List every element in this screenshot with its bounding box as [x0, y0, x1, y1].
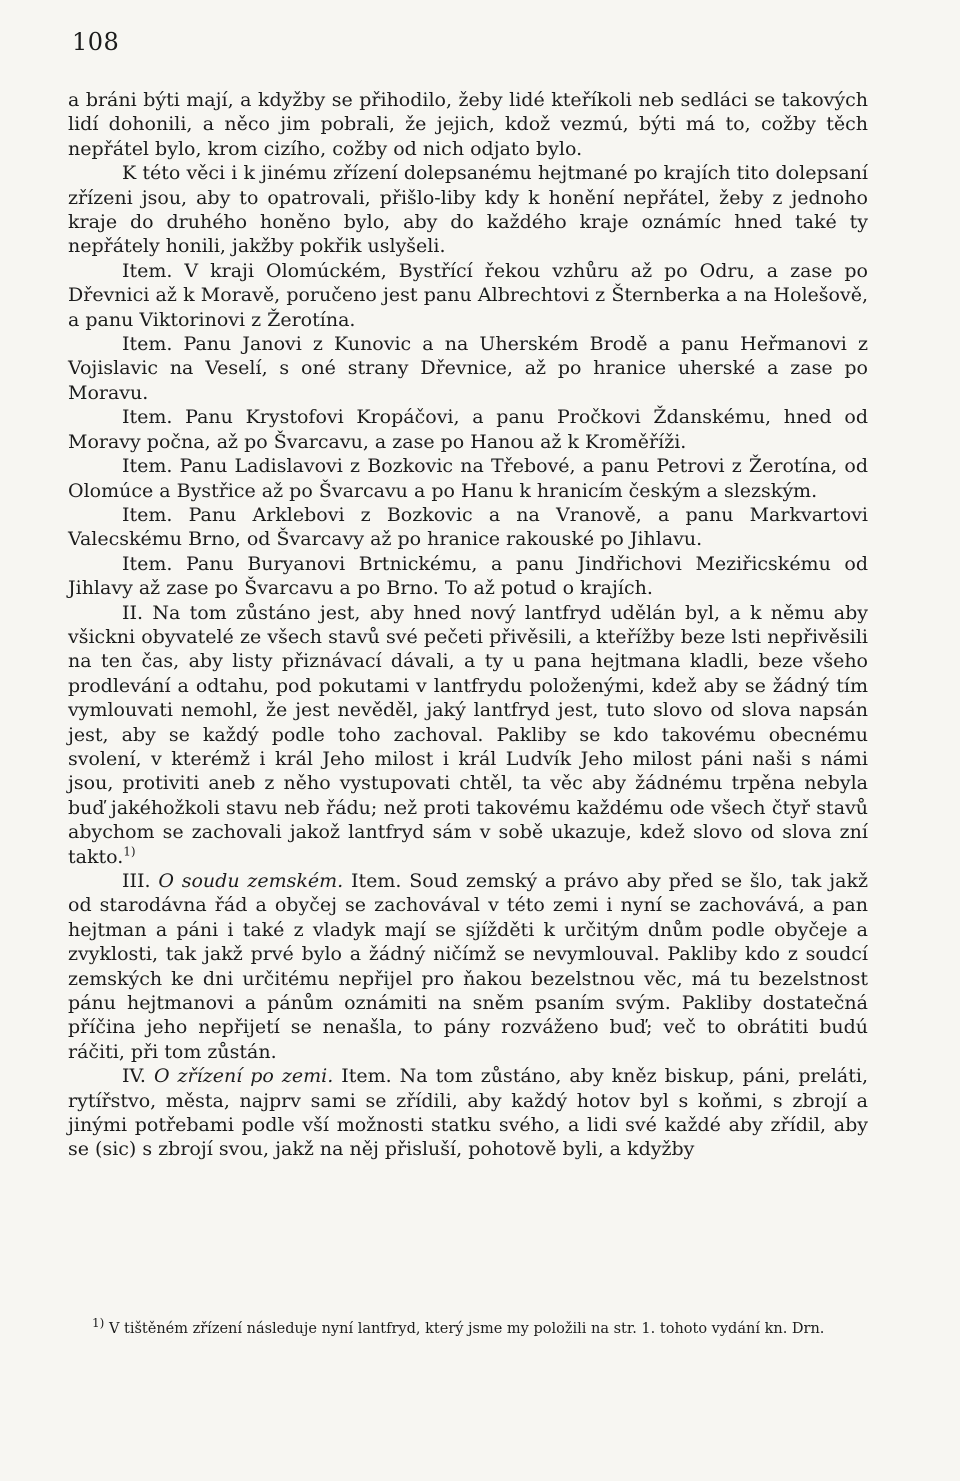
section-number: IV. — [122, 1065, 146, 1088]
footnote — [80, 1318, 870, 1340]
paragraph: Item. Panu Janovi z Kunovic a na Uherském Brodě a panu Heřmanovi z Vojislavic na Veselí, s oné strany Dřevnice, až po hranice uherské a zase po Moravu. — [68, 333, 868, 404]
section-heading: O soudu zemském. — [158, 870, 344, 892]
paragraph: II. Na tom zůstáno jest, aby hned nový lantfryd udělán byl, a k němu aby všickni obyvatelé ze všech stavů své pečeti přivěsili, a kteřížby beze lsti nepřivěsili na ten čas, aby listy přiznávací dávali, a ty u pana hejtmana kladli, beze všeho prodlevání a odtahu, pod pokutami v lantfrydu položenými, kdež aby se žádný tím vymlouvati nemohl, že jest nevěděl, jaký lantfryd jest, tuto slovo od slova napsán jest, aby se každý podle toho zachoval. Pakliby se kdo takovému obecnému svolení, v kterémž i král Jeho milost i král Ludvík Jeho milost páni naši s námi jsou, protiviti aneb z něho vystupovati chtěl, ta věc aby žádnému trpěna nebyla buď jakéhožkoli stavu neb řádu; než proti takovému každému ode všech čtyř stavů abychom se zachovali jakož lantfryd sám v sobě ukazuje, kdež slovo od slova zní takto.$^{1)}$ — [68, 601, 868, 868]
paragraph: Item. Panu Buryanovi Brtnickému, a panu Jindřichovi Meziřicskému od Jihlavy až zase po Švarcavu a po Brno. To až potud o krajích. — [68, 552, 868, 600]
paragraph: Item. Panu Krystofovi Kropáčovi, a panu Pročkovi Ždanskému, hned od Moravy počna, až po Švarcavu, a zase po Hanou až k Kroměříži. — [68, 406, 868, 453]
main-text — [68, 88, 868, 1162]
section-heading: O zřízení po zemi. — [153, 1065, 334, 1088]
footnote-mark: 1) — [92, 1316, 105, 1331]
footnote-text: V tištěném zřízení následuje nyní lantfryd, který jsme my položili na str. 1. tohoto vydání kn. Drn. — [108, 1321, 825, 1337]
footnote-reference: 1) — [123, 844, 136, 859]
paragraph: K této věci i k jinému zřízení dolepsanému hejtmané po krajích tito dolepsaní zřízeni jsou, aby to opatrovali, přišlo-liby kdy k honění nepřátel, žeby z jednoho kraje do druhého honěno bylo, aby do každého kraje oznámíc hned také ty nepřátely honili, jakžby pokřik uslyšeli. — [68, 162, 868, 258]
paragraph: a bráni býti mají, a kdyžby se přihodilo, žeby lidé kteříkoli neb sedláci se takových lidí dohonili, a něco jim pobrali, že jejich, kdož vezmú, býti má to, cožby těch nepřátel bylo, krom cizího, cožby od nich odjato bylo. — [68, 89, 868, 160]
paragraph: Item. V kraji Olomúckém, Bystřící řekou vzhůru až po Odru, a zase po Dřevnici až k Moravě, poručeno jest panu Albrechtovi z Šternberka a na Holešově, a panu Viktorinovi z Žerotína. — [68, 259, 868, 331]
page-number: 108 — [72, 28, 120, 56]
section-number: III. — [122, 870, 151, 892]
paragraph: Item. Panu Ladislavovi z Bozkovic na Třebové, a panu Petrovi z Žerotína, od Olomúce a Bystřice až po Švarcavu a po Hanu k hranicím českým a slezským. — [68, 455, 868, 502]
section-paragraph: IV. O zřízení po zemi. Item. Na tom zůstáno, aby kněz biskup, páni, preláti, rytířstvo, města, najprv sami se zřídili, aby každý hotov byl s koňmi, s zbrojí a jinými potřebami podle vší možnosti statku svého, a lidi své každé aby zřídil, aby se (sic) s zbrojí svou, jakž na něj přisluší, pohotově byli, a kdyžby — [68, 1065, 868, 1161]
paragraph: Item. Panu Arklebovi z Bozkovic a na Vranově, a panu Markvartovi Valecskému Brno, od Švarcavy až po hranice rakouské po Jihlavu. — [68, 503, 868, 551]
section-paragraph: III. O soudu zemském. Item. Soud zemský a právo aby před se šlo, tak jakž od starodávna řád a obyčej se zachovával v této zemi i nyní se zachovává, a pan hejtman a páni i také z vladyk mají se sjížděti k určitým dnům podle obyčeje a zvyklosti, tak jakž prvé bylo a žádný ničímž se nevymlouval. Pakliby kdo z soudcí zemských ke dni určitému nepřijel pro ňakou bezelstnou věc, má tu bezelstnost pánu hejtmanovi a pánům oznámiti na sněm psaním svým. Pakliby dostatečná příčina jeho nepřijetí se nenašla, to pány rozváženo buď; več to obrátiti budú ráčiti, při tom zůstán. — [68, 870, 868, 1063]
